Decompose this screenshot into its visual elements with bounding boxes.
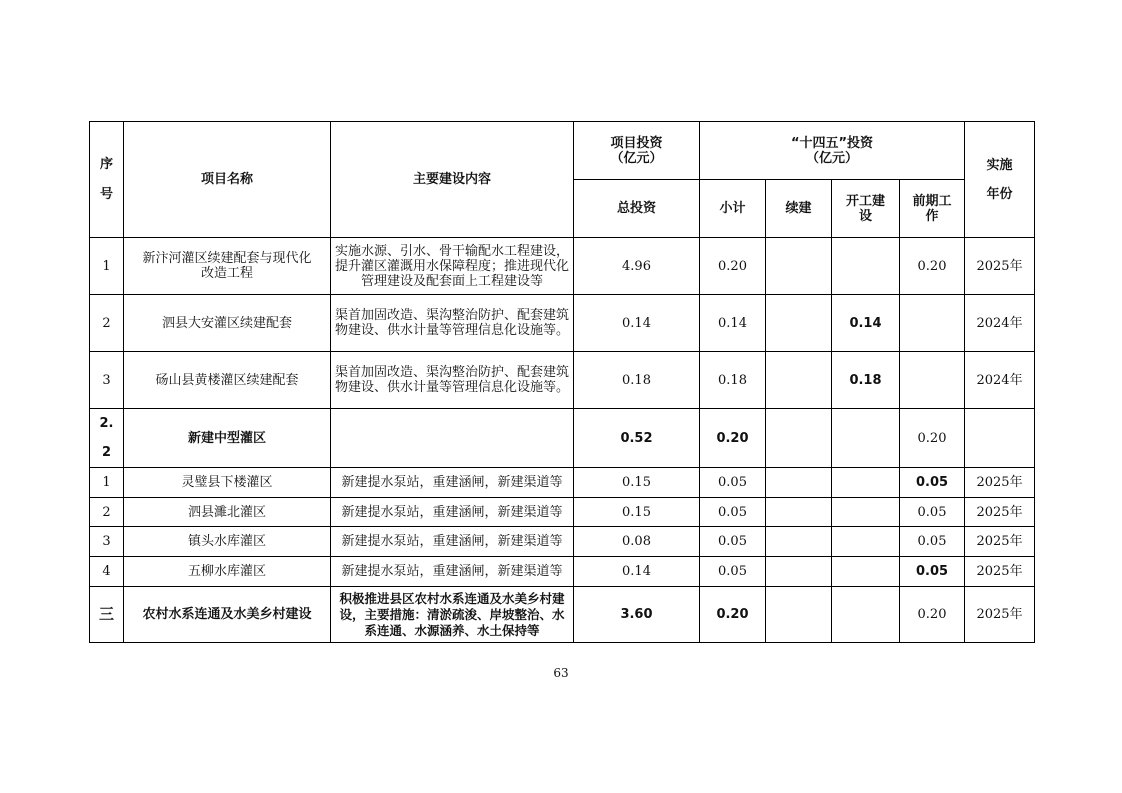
header-invest-top: 项目投资 bbox=[610, 135, 663, 151]
cell-prep: 0.05 bbox=[900, 498, 965, 527]
cell-total: 4.96 bbox=[574, 238, 700, 295]
cell-continued bbox=[766, 468, 832, 498]
header-prep-1: 前期工 bbox=[912, 193, 952, 209]
cell-total: 0.08 bbox=[574, 527, 700, 557]
cell-name: 农村水系连通及水美乡村建设 bbox=[124, 587, 331, 643]
cell-continued bbox=[766, 527, 832, 557]
cell-seq: 2 bbox=[90, 295, 124, 352]
cell-continued bbox=[766, 295, 832, 352]
cell-name: 砀山县黄楼灌区续建配套 bbox=[124, 352, 331, 409]
cell-content: 新建提水泵站，重建涵闸，新建渠道等 bbox=[331, 468, 574, 498]
cell-new-start bbox=[832, 409, 900, 468]
cell-seq: 2 bbox=[90, 498, 124, 527]
header-new-start-1: 开工建 bbox=[845, 193, 885, 209]
cell-content: 渠首加固改造、渠沟整治防护、配套建筑物建设、供水计量等管理信息化设施等。 bbox=[331, 352, 574, 409]
table-row bbox=[90, 352, 1035, 409]
cell-total: 3.60 bbox=[574, 587, 700, 643]
header-seq bbox=[90, 122, 124, 238]
cell-subtotal: 0.18 bbox=[700, 352, 766, 409]
header-seq-label: 序号 bbox=[99, 156, 113, 202]
cell-subtotal: 0.14 bbox=[700, 295, 766, 352]
header-plan-unit: （亿元） bbox=[806, 150, 859, 166]
cell-content: 新建提水泵站，重建涵闸，新建渠道等 bbox=[331, 557, 574, 587]
cell-subtotal: 0.20 bbox=[700, 587, 766, 643]
header-invest-unit: （亿元） bbox=[610, 150, 663, 166]
cell-prep: 0.20 bbox=[900, 409, 965, 468]
cell-subtotal: 0.20 bbox=[700, 409, 766, 468]
cell-seq: 1 bbox=[90, 238, 124, 295]
table-row bbox=[90, 498, 1035, 527]
cell-new-start: 0.14 bbox=[832, 295, 900, 352]
cell-total: 0.14 bbox=[574, 557, 700, 587]
cell-total: 0.14 bbox=[574, 295, 700, 352]
cell-total: 0.15 bbox=[574, 498, 700, 527]
cell-total: 0.15 bbox=[574, 468, 700, 498]
cell-prep: 0.05 bbox=[900, 468, 965, 498]
cell-content: 实施水源、引水、骨干输配水工程建设，提升灌区灌溉用水保障程度；推进现代化管理建设及配套面上工程建设等 bbox=[331, 238, 574, 295]
cell-name: 泗县濉北灌区 bbox=[124, 498, 331, 527]
cell-subtotal: 0.20 bbox=[700, 238, 766, 295]
header-plan-top: “十四五”投资 bbox=[790, 135, 874, 151]
cell-content: 新建提水泵站，重建涵闸，新建渠道等 bbox=[331, 498, 574, 527]
header-continued: 续建 bbox=[766, 180, 832, 238]
cell-prep: 0.20 bbox=[900, 587, 965, 643]
cell-year: 2025年 bbox=[965, 238, 1035, 295]
cell-name: 五柳水库灌区 bbox=[124, 557, 331, 587]
cell-new-start bbox=[832, 527, 900, 557]
header-subtotal: 小计 bbox=[700, 180, 766, 238]
header-row-1 bbox=[90, 122, 1035, 180]
cell-name: 新建中型灌区 bbox=[124, 409, 331, 468]
cell-content bbox=[331, 409, 574, 468]
cell-seq-line2: 2 bbox=[101, 445, 112, 460]
section-row bbox=[90, 409, 1035, 468]
cell-new-start bbox=[832, 557, 900, 587]
cell-new-start bbox=[832, 238, 900, 295]
cell-new-start bbox=[832, 498, 900, 527]
cell-name: 新汴河灌区续建配套与现代化改造工程 bbox=[124, 238, 331, 295]
cell-content: 积极推进县区农村水系连通及水美乡村建设，主要措施：清淤疏浚、岸坡整治、水系连通、水源涵养、水土保持等 bbox=[331, 587, 574, 643]
cell-continued bbox=[766, 409, 832, 468]
header-prep bbox=[900, 180, 965, 238]
cell-name: 泗县大安灌区续建配套 bbox=[124, 295, 331, 352]
cell-year: 2025年 bbox=[965, 557, 1035, 587]
cell-name: 镇头水库灌区 bbox=[124, 527, 331, 557]
header-name: 项目名称 bbox=[124, 122, 331, 238]
header-plan bbox=[700, 122, 965, 180]
section-row bbox=[90, 587, 1035, 643]
cell-year: 2025年 bbox=[965, 468, 1035, 498]
cell-prep bbox=[900, 295, 965, 352]
header-new-start-2: 设 bbox=[858, 208, 872, 224]
cell-total: 0.18 bbox=[574, 352, 700, 409]
header-content: 主要建设内容 bbox=[331, 122, 574, 238]
cell-year: 2025年 bbox=[965, 587, 1035, 643]
table-row bbox=[90, 527, 1035, 557]
cell-subtotal: 0.05 bbox=[700, 498, 766, 527]
cell-prep bbox=[900, 352, 965, 409]
table-row bbox=[90, 468, 1035, 498]
cell-continued bbox=[766, 352, 832, 409]
cell-prep: 0.05 bbox=[900, 527, 965, 557]
cell-seq: 4 bbox=[90, 557, 124, 587]
cell-continued bbox=[766, 557, 832, 587]
cell-year: 2025年 bbox=[965, 498, 1035, 527]
table-row bbox=[90, 557, 1035, 587]
cell-seq bbox=[90, 409, 124, 468]
table-row bbox=[90, 295, 1035, 352]
cell-year: 2024年 bbox=[965, 295, 1035, 352]
cell-continued bbox=[766, 587, 832, 643]
cell-new-start bbox=[832, 587, 900, 643]
cell-subtotal: 0.05 bbox=[700, 468, 766, 498]
cell-new-start: 0.18 bbox=[832, 352, 900, 409]
table-row bbox=[90, 238, 1035, 295]
cell-seq: 三 bbox=[90, 587, 124, 643]
cell-year: 2025年 bbox=[965, 527, 1035, 557]
cell-seq-line1: 2. bbox=[99, 416, 114, 431]
header-invest bbox=[574, 122, 700, 180]
cell-continued bbox=[766, 498, 832, 527]
header-year bbox=[965, 122, 1035, 238]
cell-year: 2024年 bbox=[965, 352, 1035, 409]
cell-prep: 0.20 bbox=[900, 238, 965, 295]
cell-content: 新建提水泵站，重建涵闸，新建渠道等 bbox=[331, 527, 574, 557]
cell-content: 渠首加固改造、渠沟整治防护、配套建筑物建设、供水计量等管理信息化设施等。 bbox=[331, 295, 574, 352]
page-number: 63 bbox=[553, 666, 569, 680]
investment-table bbox=[89, 121, 1035, 643]
header-year-line1: 实施 bbox=[986, 157, 1013, 173]
cell-year bbox=[965, 409, 1035, 468]
cell-new-start bbox=[832, 468, 900, 498]
cell-continued bbox=[766, 238, 832, 295]
header-year-line2: 年份 bbox=[986, 186, 1013, 202]
cell-prep: 0.05 bbox=[900, 557, 965, 587]
cell-total: 0.52 bbox=[574, 409, 700, 468]
header-prep-2: 作 bbox=[925, 208, 939, 224]
cell-subtotal: 0.05 bbox=[700, 527, 766, 557]
cell-seq: 1 bbox=[90, 468, 124, 498]
cell-seq: 3 bbox=[90, 352, 124, 409]
header-new-start bbox=[832, 180, 900, 238]
cell-subtotal: 0.05 bbox=[700, 557, 766, 587]
cell-name: 灵璧县下楼灌区 bbox=[124, 468, 331, 498]
cell-seq: 3 bbox=[90, 527, 124, 557]
header-total: 总投资 bbox=[574, 180, 700, 238]
